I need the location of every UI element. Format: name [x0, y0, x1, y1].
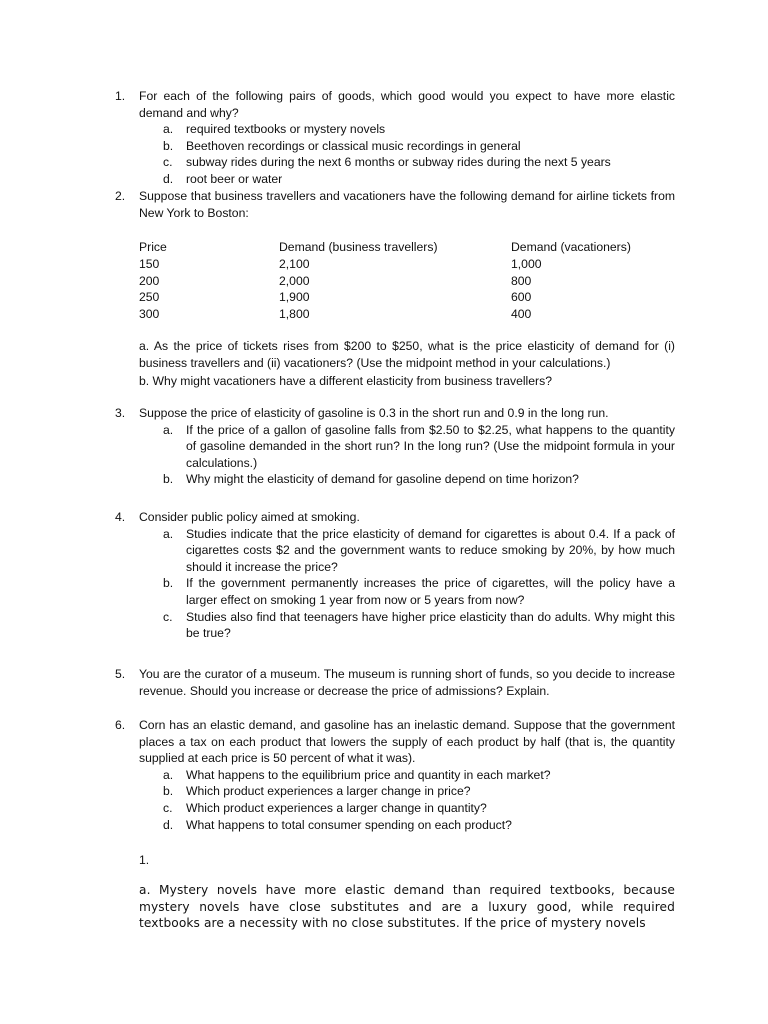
table-row: [139, 256, 671, 273]
question-text: You are the curator of a museum. The museum is running short of funds, so you decide to increase revenue. Should you increase or decrease the price of admissions? Explain.: [139, 667, 675, 698]
question-number: 1.: [115, 89, 126, 103]
column-header: Price: [139, 240, 167, 254]
list-item: c. subway rides during the next 6 months or subway rides during the next 5 years: [163, 155, 611, 170]
question-number: 4.: [115, 510, 126, 524]
table-cell: 1,900: [279, 290, 310, 305]
list-item: c. Studies also find that teenagers have higher price elasticity than do adults. Why might this be true?: [163, 609, 675, 641]
list-item: d. root beer or water: [163, 171, 283, 186]
list-item: c. Which product experiences a larger change in quantity?: [163, 800, 487, 815]
question-number: 2.: [115, 189, 126, 203]
list-item: b. Which product experiences a larger change in price?: [163, 784, 471, 799]
table-cell: 150: [139, 256, 160, 271]
table-cell: 600: [511, 290, 532, 305]
question-6: [115, 717, 675, 833]
column-header: Demand (business travellers): [279, 240, 438, 254]
list-item: a. If the price of a gallon of gasoline falls from $2.50 to $2.25, what happens to the quantity of gasoline demanded in the short run? In the long run? (Use the midpoint formula in your calculations.): [163, 422, 675, 470]
question-2: [115, 188, 675, 221]
table-row: [139, 306, 671, 323]
question-text: Suppose that business travellers and vacationers have the following demand for airline tickets from New York to Boston:: [139, 189, 675, 220]
question-text: Suppose the price of elasticity of gasoline is 0.3 in the short run and 0.9 in the long run.: [139, 406, 609, 420]
table-cell: 300: [139, 307, 160, 322]
question-text: For each of the following pairs of goods, which good would you expect to have more elastic demand and why?: [139, 89, 675, 120]
answer-1a: a. Mystery novels have more elastic demand than required textbooks, because mystery novels have close substitutes and are a luxury good, while required textbooks are a necessity with no close substitutes. If the price of mystery novels: [139, 883, 675, 931]
table-cell: 200: [139, 273, 160, 288]
question-1: [115, 88, 675, 188]
table-header-row: [139, 239, 671, 256]
column-header: Demand (vacationers): [511, 240, 631, 254]
table-row: [139, 289, 671, 306]
list-item: b. If the government permanently increases the price of cigarettes, will the policy have a larger effect on smoking 1 year from now or 5 years from now?: [163, 576, 675, 607]
table-row: [139, 273, 671, 290]
question-3: [115, 405, 675, 488]
question-4: [115, 509, 675, 642]
question-text: Consider public policy aimed at smoking.: [139, 510, 360, 524]
list-item: b. Beethoven recordings or classical music recordings in general: [163, 138, 521, 153]
question-text: Corn has an elastic demand, and gasoline has an inelastic demand. Suppose that the government places a tax on each product that lowers the supply of each product by half (that is, the quantity supplied at each price is 50 percent of what it was).: [139, 718, 675, 766]
list-item: a. required textbooks or mystery novels: [163, 122, 386, 137]
table-cell: 800: [511, 273, 532, 288]
table-cell: 400: [511, 307, 532, 322]
demand-table-wrapper: [115, 239, 675, 323]
question-2-part-b: b. Why might vacationers have a different elasticity from business travellers?: [139, 374, 552, 388]
question-5: [115, 666, 675, 699]
table-cell: 1,000: [511, 256, 542, 271]
table-cell: 2,000: [279, 273, 310, 288]
table-cell: 2,100: [279, 256, 310, 271]
table-cell: 1,800: [279, 307, 310, 322]
question-2-part-a: a. As the price of tickets rises from $200 to $250, what is the price elasticity of demand for (i) business travellers and (ii) vacationers? (Use the midpoint method in your calculations.): [139, 339, 675, 370]
list-item: b. Why might the elasticity of demand for gasoline depend on time horizon?: [163, 472, 579, 487]
question-number: 6.: [115, 718, 126, 732]
question-number: 5.: [115, 667, 126, 681]
list-item: a. What happens to the equilibrium price and quantity in each market?: [163, 767, 551, 782]
list-item: a. Studies indicate that the price elasticity of demand for cigarettes is about 0.4. If a pack of cigarettes costs $2 and the government wants to reduce smoking by 20%, by how much should it increase the price?: [163, 526, 675, 574]
answers-heading: 1.: [139, 853, 150, 867]
demand-table: [139, 239, 671, 323]
table-cell: 250: [139, 290, 160, 305]
list-item: d. What happens to total consumer spending on each product?: [163, 817, 512, 832]
question-number: 3.: [115, 406, 126, 420]
